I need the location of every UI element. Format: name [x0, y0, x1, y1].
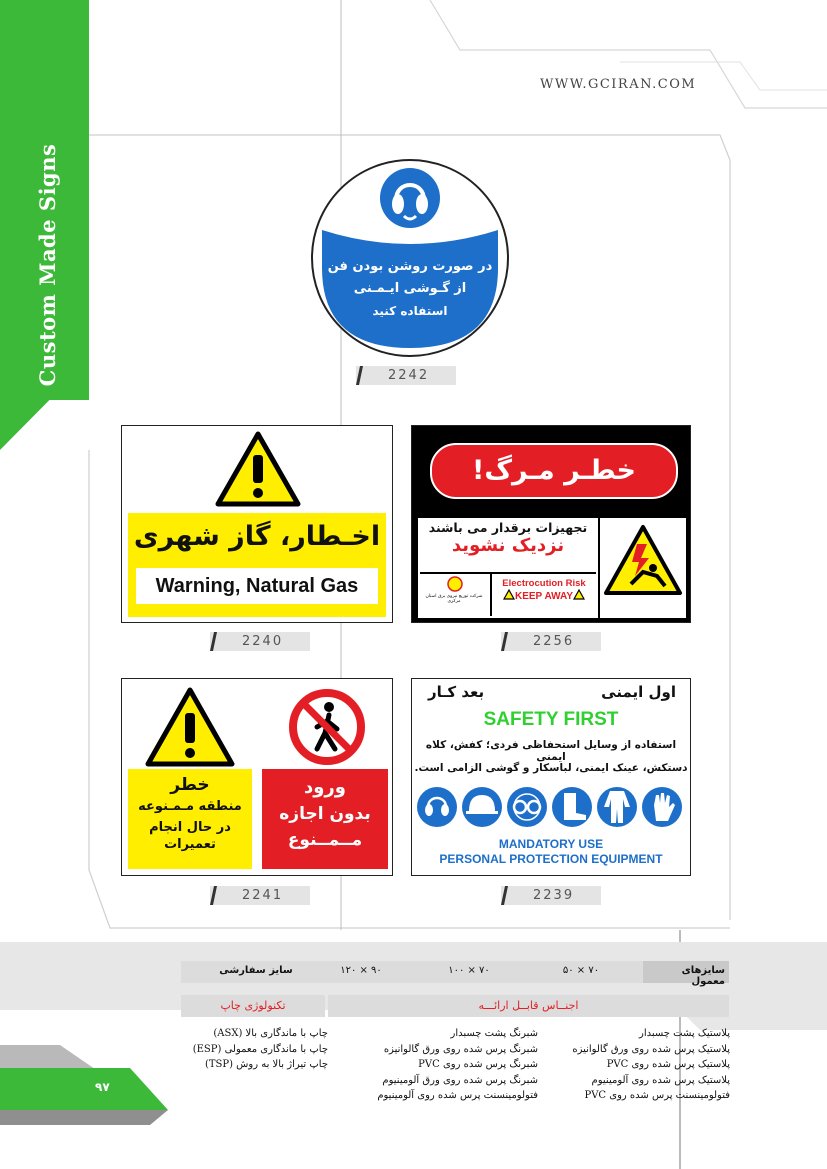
goggles-icon — [507, 787, 547, 827]
sign-2241-r1: ورود — [304, 777, 346, 798]
print-label: تکنولوژی چاپ — [220, 999, 286, 1012]
size-1: ۵۰ × ۷۰ — [562, 965, 600, 976]
sizes-label: سایزهای معمول — [681, 965, 725, 987]
sign-2241-y2: منطقه مـمـنوعه — [138, 799, 242, 814]
code-tag-2241 — [210, 886, 310, 905]
print-list — [170, 1026, 328, 1073]
material-item: شبرنگ پرس شده روی ورق آلومینیوم — [382, 1074, 538, 1086]
protective-clothing-icon — [597, 787, 637, 827]
sign-2256-banner — [430, 443, 678, 499]
print-item: چاپ با ماندگاری بالا (ASX) — [213, 1028, 328, 1039]
ear-protection-icon — [384, 172, 436, 224]
code-2241: 2241 — [242, 888, 284, 903]
no-pedestrian-icon — [287, 687, 367, 767]
helmet-icon — [462, 787, 502, 827]
sign-2240 — [121, 425, 393, 623]
materials-mid-list — [330, 1026, 538, 1104]
safety-boots-icon — [552, 787, 592, 827]
sign-2240-en: Warning, Natural Gas — [155, 575, 359, 597]
website-url: WWW.GCIRAN.COM — [540, 77, 697, 92]
sign-2240-fa: اخـطار، گاز شهری — [133, 521, 381, 552]
material-item: شبرنگ پرس شده روی ورق گالوانیزه — [383, 1043, 538, 1055]
small-warning-icon — [503, 589, 515, 600]
sign-2241-r3: مــمــنوع — [287, 830, 363, 850]
custom-size-label: سایز سفارشی — [219, 965, 293, 976]
warning-triangle-icon — [144, 687, 236, 767]
material-item: پلاستیک پشت چسبدار — [639, 1028, 730, 1039]
electric-shock-icon — [603, 524, 683, 596]
company-logo-icon — [446, 576, 464, 592]
sign-2241-y4: تعمیرات — [164, 837, 216, 852]
code-tag-2240 — [210, 632, 310, 651]
sign-2241-y1: خطر — [170, 775, 210, 795]
side-title: Custom Made Signs — [35, 143, 60, 387]
ear-protection-icon — [417, 787, 457, 827]
sign-2241-y3: در حال انجام — [149, 820, 231, 835]
sign-2239-footer2: PERSONAL PROTECTION EQUIPMENT — [439, 852, 663, 866]
gloves-icon — [642, 787, 682, 827]
material-item: پلاستیک پرس شده روی PVC — [606, 1059, 730, 1070]
code-2240: 2240 — [242, 634, 284, 649]
sign-2242-line1: در صورت روشن بودن فن — [327, 259, 493, 274]
sign-2239-line2: دستکش، عینک ایمنی، لباسکار و گوشی الزامی است. — [414, 762, 688, 774]
code-tag-2256 — [501, 632, 601, 651]
material-item: شبرنگ پرس شده روی PVC — [418, 1059, 538, 1070]
material-item: شبرنگ پشت چسبدار — [450, 1028, 538, 1039]
code-2242: 2242 — [388, 368, 430, 383]
sign-2241-r2: بدون اجازه — [279, 804, 371, 824]
small-warning-icon — [573, 589, 585, 600]
print-item: چاپ تیراژ بالا به روش (TSP) — [204, 1059, 328, 1070]
size-3: ۱۲۰ × ۹۰ — [340, 965, 382, 976]
materials-right-list — [540, 1026, 730, 1104]
sign-2240-panel — [128, 513, 386, 617]
sign-2256-line2: نزدیک نشوید — [451, 535, 565, 556]
sign-2256-risk1: Electrocution Risk — [502, 578, 586, 589]
sizes-row — [181, 961, 729, 987]
sign-2256-banner-text: خطـر مـرگ! — [472, 455, 636, 486]
sign-2241-red-panel — [262, 769, 388, 869]
code-2239: 2239 — [533, 888, 575, 903]
sign-2239-top-left: بعد کـار — [428, 683, 485, 701]
sign-2241-yellow-panel — [128, 769, 252, 869]
sign-2256-company: شرکت توزیع نیروی برق استان مرکزی — [425, 594, 483, 604]
sign-2239-safety: SAFETY FIRST — [483, 709, 619, 730]
material-item: فتولومینسنت پرس شده روی آلومینیوم — [377, 1090, 538, 1101]
sign-2239 — [411, 678, 691, 876]
warning-triangle-icon — [215, 431, 301, 507]
sign-2239-line1: استفاده از وسایل استحفاظی فردی؛ کفش، کلاه ایمنی — [425, 739, 677, 763]
sign-2256-risk2: KEEP AWAY — [515, 591, 573, 602]
sign-2239-top-right: اول ایمنی — [601, 683, 676, 701]
code-tag-2242 — [356, 366, 456, 385]
sign-2242 — [310, 158, 510, 358]
material-item: فتولومینسنت پرس شده روی PVC — [584, 1090, 730, 1101]
sign-2256 — [411, 425, 691, 623]
sign-2241 — [121, 678, 393, 876]
size-2: ۱۰۰ × ۷۰ — [448, 965, 490, 976]
sign-2256-line1: تجهیزات برقدار می باشند — [428, 520, 588, 535]
print-item: چاپ با ماندگاری معمولی (ESP) — [192, 1043, 328, 1055]
ppe-icons-row — [416, 785, 688, 829]
material-item: پلاستیک پرس شده روی آلومینیوم — [591, 1074, 730, 1086]
page-number: ۹۷ — [95, 1080, 110, 1094]
sign-2242-line3: استفاده کنید — [372, 304, 448, 318]
code-2256: 2256 — [533, 634, 575, 649]
sign-2242-line2: از گـوشی ایـمـنی — [353, 281, 467, 296]
materials-label: اجنــاس قابــل ارائـــه — [478, 999, 579, 1012]
sign-2239-footer1: MANDATORY USE — [498, 837, 604, 851]
material-item: پلاستیک پرس شده روی ورق گالوانیزه — [572, 1043, 730, 1055]
code-tag-2239 — [501, 886, 601, 905]
